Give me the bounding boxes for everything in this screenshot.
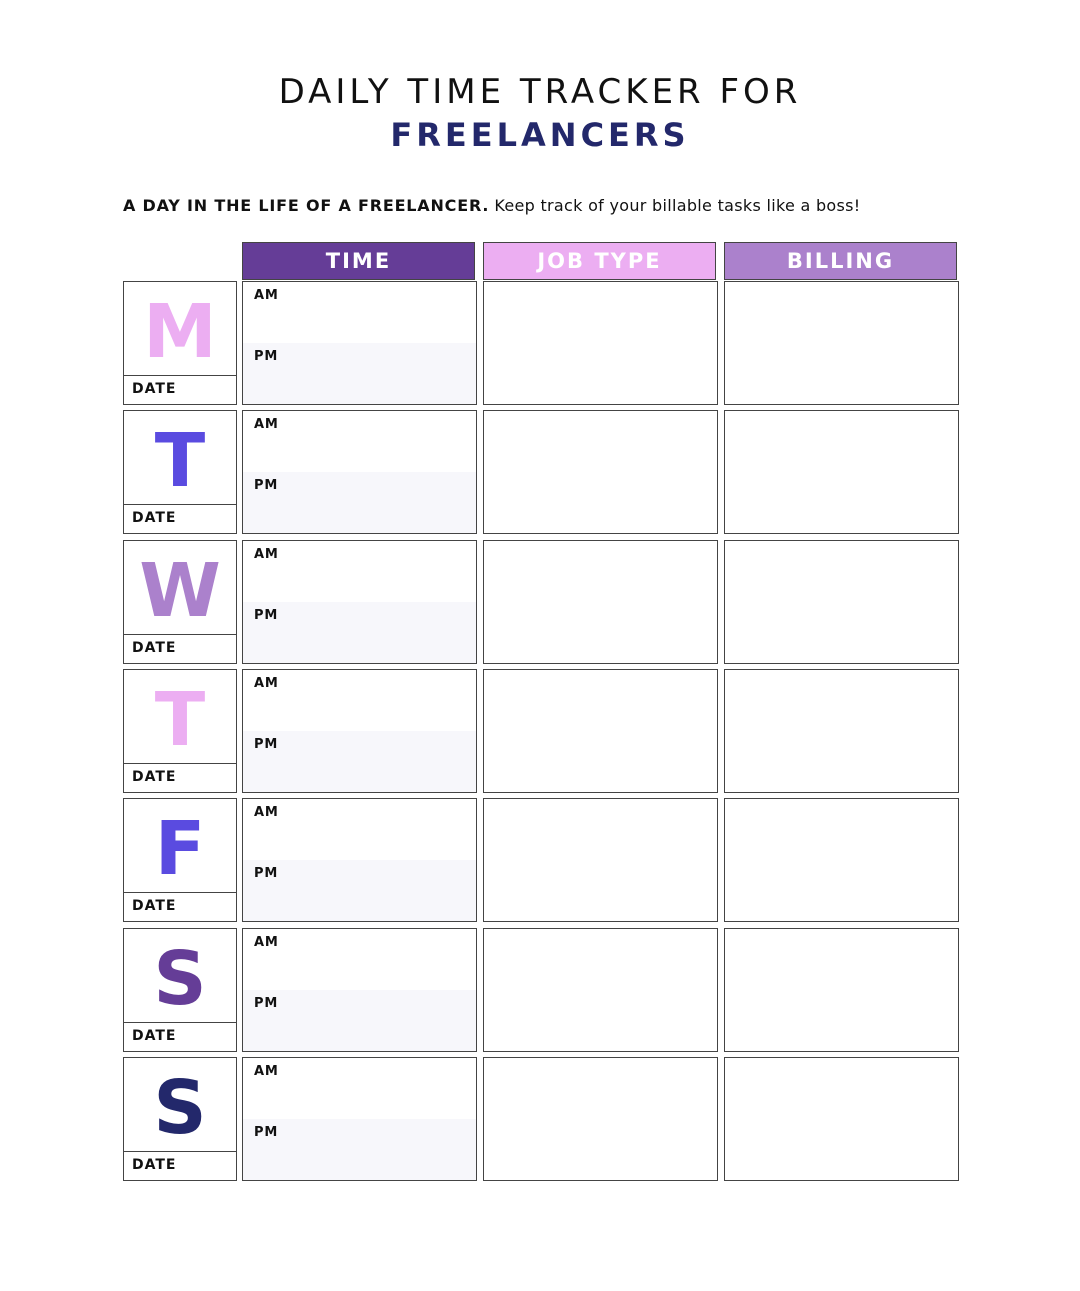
date-field[interactable]: DATE [124, 1151, 236, 1180]
am-label: AM [254, 547, 279, 562]
pm-label: PM [254, 866, 279, 881]
day-cell [123, 669, 237, 793]
time-cell[interactable] [242, 1057, 477, 1181]
date-field[interactable]: DATE [124, 504, 236, 533]
time-cell[interactable] [242, 669, 477, 793]
day-letter: S [153, 936, 207, 1022]
date-field[interactable]: DATE [124, 375, 236, 404]
day-letter: S [153, 1065, 207, 1151]
subtitle-bold: A DAY IN THE LIFE OF A FREELANCER. [123, 196, 490, 215]
pm-label: PM [254, 737, 279, 752]
day-cell [123, 1057, 237, 1181]
am-label: AM [254, 288, 279, 303]
column-header-billing: BILLING [724, 242, 957, 280]
column-header-job-type: JOB TYPE [483, 242, 716, 280]
day-letter: M [143, 289, 217, 375]
billing-cell[interactable] [724, 1057, 959, 1181]
day-letter: F [154, 806, 206, 892]
time-cell[interactable] [242, 281, 477, 405]
am-label: AM [254, 1064, 279, 1079]
job-type-cell[interactable] [483, 669, 718, 793]
billing-cell[interactable] [724, 540, 959, 664]
am-label: AM [254, 935, 279, 950]
day-cell [123, 928, 237, 1052]
day-cell [123, 410, 237, 534]
date-field[interactable]: DATE [124, 1022, 236, 1051]
date-field[interactable]: DATE [124, 892, 236, 921]
column-header-time: TIME [242, 242, 475, 280]
time-cell[interactable] [242, 540, 477, 664]
day-letter: W [139, 548, 221, 634]
pm-label: PM [254, 608, 279, 623]
job-type-cell[interactable] [483, 1057, 718, 1181]
job-type-cell[interactable] [483, 410, 718, 534]
time-cell[interactable] [242, 928, 477, 1052]
date-field[interactable]: DATE [124, 763, 236, 792]
billing-cell[interactable] [724, 281, 959, 405]
day-cell [123, 798, 237, 922]
day-letter: T [154, 677, 206, 763]
page-title-line2: FREELANCERS [390, 116, 690, 154]
day-cell [123, 281, 237, 405]
pm-label: PM [254, 478, 279, 493]
pm-label: PM [254, 1125, 279, 1140]
pm-label: PM [254, 349, 279, 364]
billing-cell[interactable] [724, 928, 959, 1052]
job-type-cell[interactable] [483, 540, 718, 664]
job-type-cell[interactable] [483, 281, 718, 405]
time-cell[interactable] [242, 798, 477, 922]
time-cell[interactable] [242, 410, 477, 534]
billing-cell[interactable] [724, 798, 959, 922]
page-title-line1: DAILY TIME TRACKER FOR [278, 72, 802, 112]
billing-cell[interactable] [724, 669, 959, 793]
subtitle-text: Keep track of your billable tasks like a boss! [494, 196, 861, 215]
am-label: AM [254, 417, 279, 432]
job-type-cell[interactable] [483, 798, 718, 922]
billing-cell[interactable] [724, 410, 959, 534]
job-type-cell[interactable] [483, 928, 718, 1052]
date-field[interactable]: DATE [124, 634, 236, 663]
day-cell [123, 540, 237, 664]
am-label: AM [254, 805, 279, 820]
pm-label: PM [254, 996, 279, 1011]
day-letter: T [154, 418, 206, 504]
subtitle [123, 194, 1023, 218]
am-label: AM [254, 676, 279, 691]
